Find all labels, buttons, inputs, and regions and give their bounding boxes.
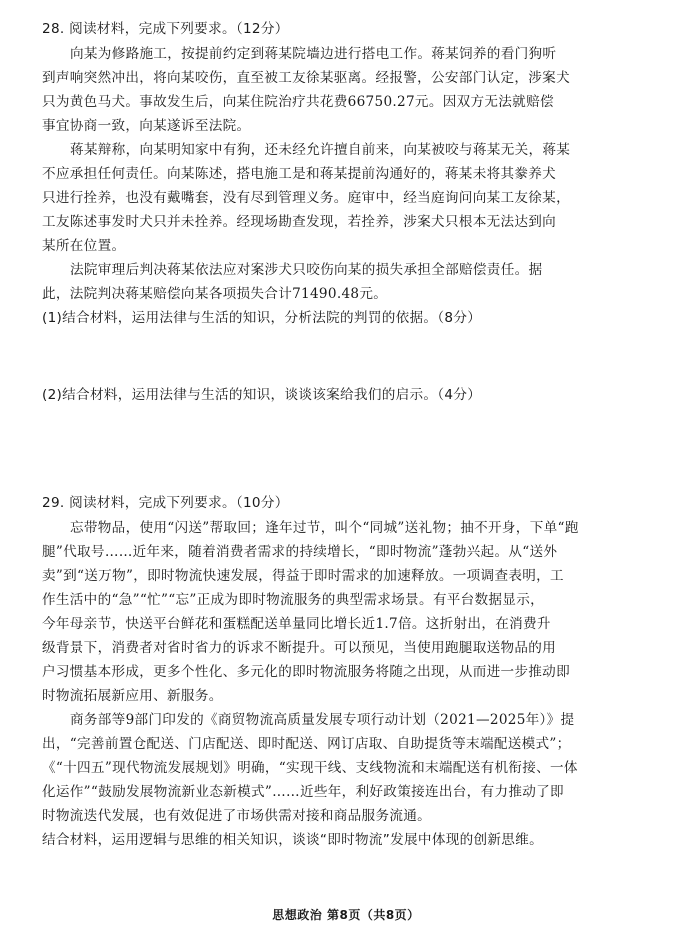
q28-material-line: 此，法院判决蒋某赔偿向某各项损失合计71490.48元。	[42, 286, 388, 302]
q29-material-line: 《“十四五”现代物流发展规划》明确，“实现干线、支线物流和末端配送有机衔接、一体	[42, 760, 578, 776]
page-footer: 思想政治 第8页（共8页）	[272, 908, 420, 922]
q29-material-line: 卖”到“送万物”，即时物流快速发展，得益于即时需求的加速释放。一项调查表明，工	[42, 568, 564, 584]
q28-subquestion-1: (1)结合材料，运用法律与生活的知识，分析法院的判罚的依据。（8分）	[42, 310, 482, 326]
q28-subquestion-2: (2)结合材料，运用法律与生活的知识，谈谈该案给我们的启示。（4分）	[42, 387, 482, 403]
q29-material-line: 忘带物品，使用“闪送”帮取回；逢年过节，叫个“同城”送礼物；抽不开身，下单“跑	[70, 520, 579, 536]
q28-material-line: 到声响突然冲出，将向某咬伤，直至被工友徐某驱离。经报警，公安部门认定，涉案犬	[42, 70, 570, 86]
q29-material-line: 化运作”“鼓励发展物流新业态新模式”……近些年，利好政策接连出台，有力推动了即	[42, 784, 564, 800]
q29-material-line: 商务部等9部门印发的《商贸物流高质量发展专项行动计划（2021—2025年）》提	[70, 712, 575, 728]
q29-material-line: 作生活中的“急”“忙”“忘”正成为即时物流服务的典型需求场景。有平台数据显示，	[42, 592, 544, 608]
q29-material-line: 出，“完善前置仓配送、门店配送、即时配送、网订店取、自助提货等末端配送模式”；	[42, 736, 571, 752]
q29-header: 29. 阅读材料，完成下列要求。（10分）	[42, 495, 289, 511]
q28-material-line: 向某为修路施工，按提前约定到蒋某院墙边进行搭电工作。蒋某饲养的看门狗听	[70, 46, 557, 62]
q28-header: 28. 阅读材料，完成下列要求。（12分）	[42, 21, 289, 37]
q28-material-line: 某所在位置。	[42, 238, 126, 254]
q29-task: 结合材料，运用逻辑与思维的相关知识，谈谈“即时物流”发展中体现的创新思维。	[42, 832, 543, 848]
q29-material-line: 户习惯基本形成，更多个性化、多元化的即时物流服务将随之出现，从而进一步推动即	[42, 664, 570, 680]
q29-material-line: 腿”代取号……近年来，随着消费者需求的持续增长，“即时物流”蓬勃兴起。从“送外	[42, 544, 558, 560]
q28-material-line: 事宜协商一致，向某遂诉至法院。	[42, 118, 251, 134]
q29-material-line: 时物流拓展新应用、新服务。	[42, 688, 223, 704]
q28-material-line: 不应承担任何责任。向某陈述，搭电施工是和蒋某提前沟通好的，蒋某未将其豢养犬	[42, 166, 557, 182]
q28-material-line: 蒋某辩称，向某明知家中有狗，还未经允许擅自前来，向某被咬与蒋某无关，蒋某	[70, 142, 571, 158]
q29-material-line: 今年母亲节，快送平台鲜花和蛋糕配送单量同比增长近1.7倍。这折射出，在消费升	[42, 616, 551, 632]
q29-material-line: 时物流迭代发展，也有效促进了市场供需对接和商品服务流通。	[42, 808, 432, 824]
q28-material-line: 法院审理后判决蒋某依法应对案涉犬只咬伤向某的损失承担全部赔偿责任。据	[70, 262, 543, 278]
q28-material-line: 只为黄色马犬。事故发生后，向某住院治疗共花费66750.27元。因双方无法就赔偿	[42, 94, 554, 110]
q29-material-line: 级背景下，消费者对省时省力的诉求不断提升。可以预见，当使用跑腿取送物品的用	[42, 640, 557, 656]
q28-material-line: 只进行拴养，也没有戴嘴套，没有尽到管理义务。庭审中，经当庭询问向某工友徐某，	[42, 190, 570, 206]
q28-material-line: 工友陈述事发时犬只并未拴养。经现场勘查发现，若拴养，涉案犬只根本无法达到向	[42, 214, 557, 230]
